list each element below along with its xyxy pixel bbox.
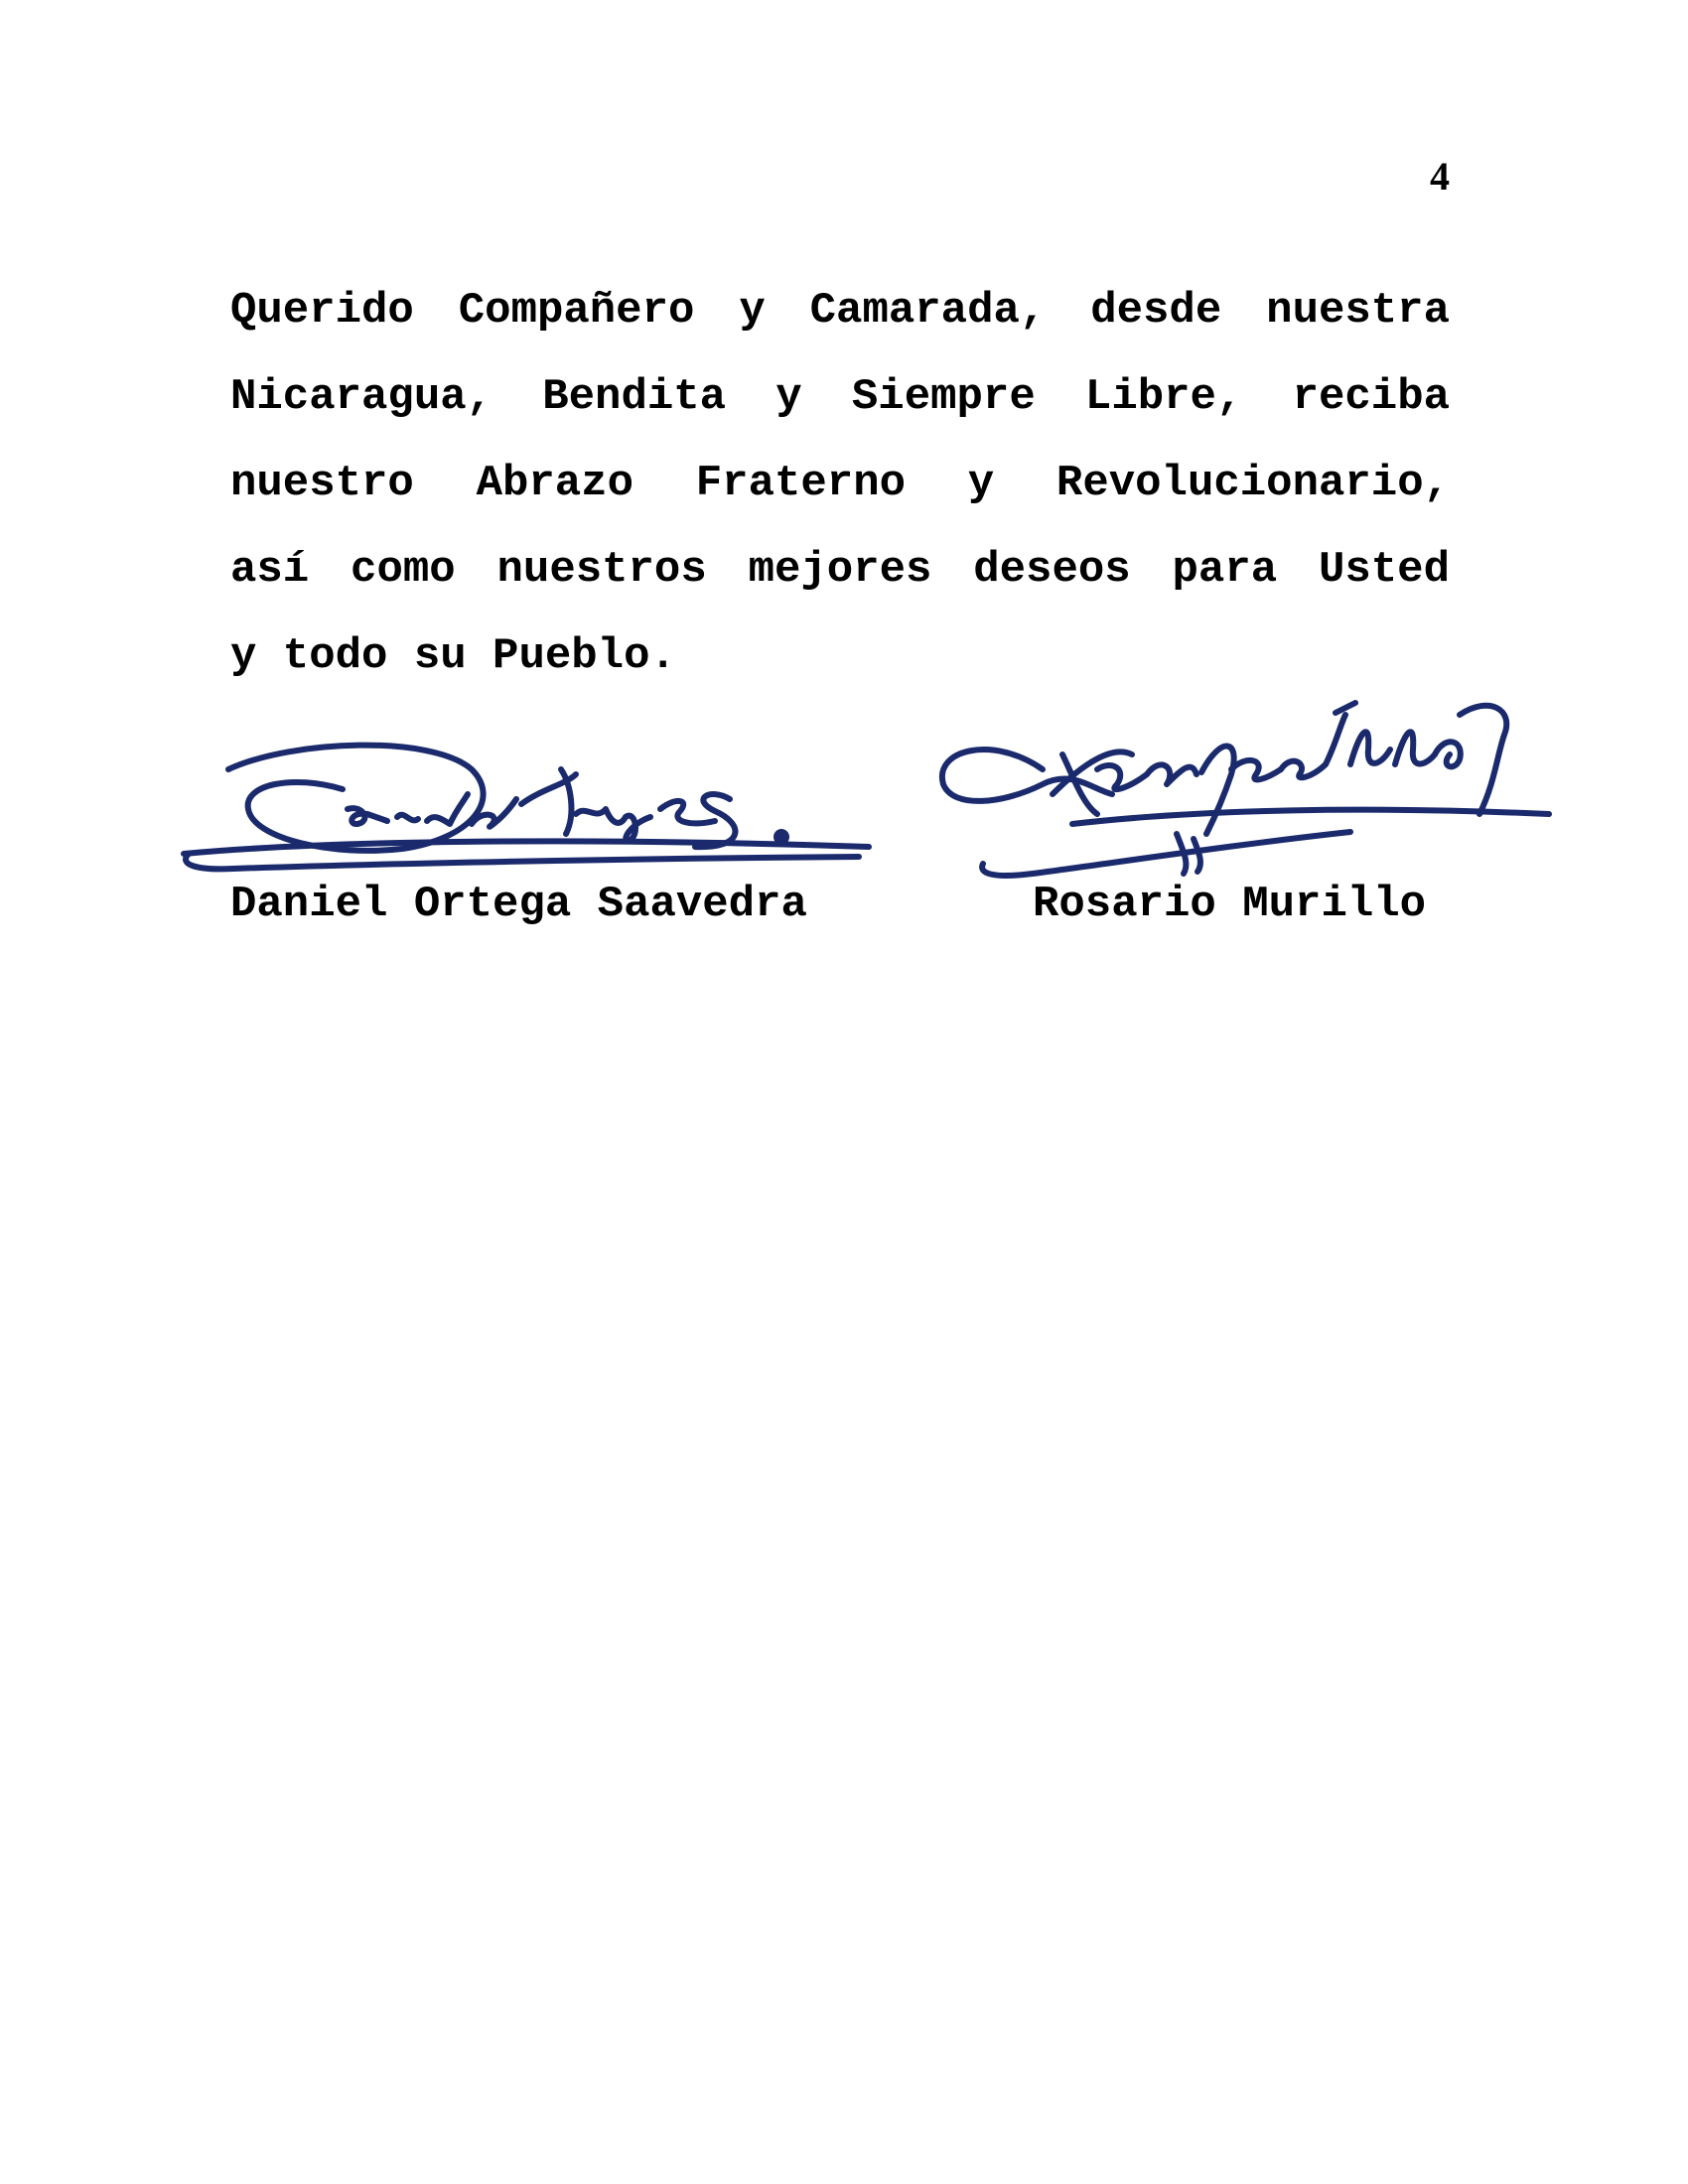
handwritten-signature-murillo bbox=[923, 675, 1559, 903]
closing-paragraph bbox=[230, 268, 1450, 700]
signatory-name: Rosario Murillo bbox=[1033, 880, 1427, 929]
handwritten-signature-ortega bbox=[174, 730, 889, 888]
signatory-name: Daniel Ortega Saavedra bbox=[230, 880, 807, 929]
paragraph-line: así como nuestros mejores deseos para Usted bbox=[230, 545, 1450, 595]
paragraph-line: Querido Compañero y Camarada, desde nuestra bbox=[230, 286, 1450, 336]
paragraph-line: y todo su Pueblo. bbox=[230, 631, 676, 681]
page-number: 4 bbox=[1430, 154, 1450, 199]
paragraph-line: Nicaragua, Bendita y Siempre Libre, reciba bbox=[230, 372, 1450, 422]
paragraph-line: nuestro Abrazo Fraterno y Revolucionario, bbox=[230, 459, 1450, 508]
